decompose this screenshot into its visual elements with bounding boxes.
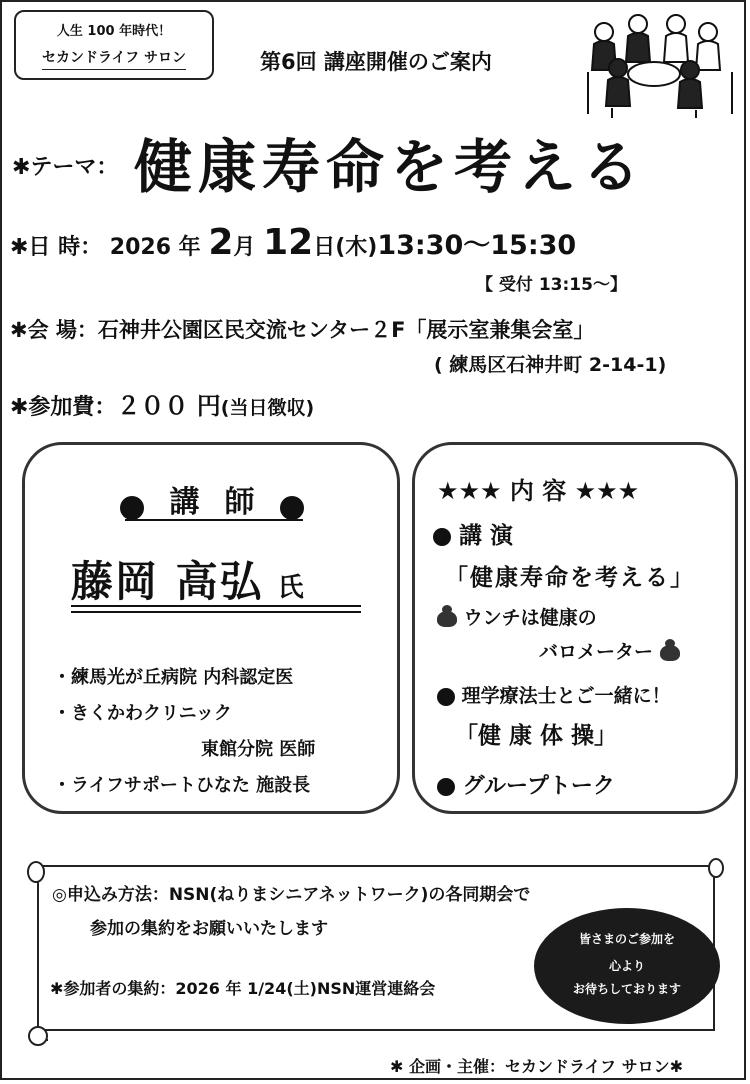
cloud-line3: お待ちしております [572, 982, 681, 996]
schedule-day-unit: 日(木) [313, 235, 378, 260]
item1-label: 講 演 [459, 523, 514, 549]
fee-note: (当日徴収) [220, 397, 315, 419]
cloud-message [534, 908, 720, 1024]
affiliation-item: ・きくかわクリニック [53, 703, 232, 724]
heading-underline [125, 519, 303, 521]
theme-label: ✱テーマ： [12, 155, 119, 180]
reception-time: 【 受付 13:15～】 [476, 275, 627, 295]
name-double-underline [71, 605, 361, 613]
content-item2 [437, 681, 671, 708]
venue-address: ( 練馬区石神井町 2-14-1) [434, 354, 667, 376]
schedule-year: 2026 年 [109, 235, 201, 260]
poop-icon [660, 645, 680, 661]
item3-label: グループトーク [462, 774, 615, 799]
item1-sub2: バロメーター [539, 641, 654, 663]
theme-title: 健康寿命を考える [134, 133, 647, 201]
schedule-month: 2 [208, 222, 234, 263]
venue-label: ✱会 場： [10, 318, 98, 342]
organizer-footer: ✱ 企画・主催：セカンドライフ サロン✱ [390, 1057, 683, 1076]
event-heading: 第6回 講座開催のご案内 [260, 50, 492, 74]
bullet-icon [280, 496, 304, 520]
schedule-day: 12 [263, 222, 314, 263]
content-panel [412, 442, 738, 814]
item2-label: 理学療法士とご一緒に！ [461, 685, 671, 707]
cloud-line1: 皆さまのご参加を [578, 932, 675, 946]
people-meeting-illustration [582, 10, 738, 120]
bullet-icon [120, 496, 144, 520]
lecturer-heading-right: 師 [224, 485, 255, 520]
application-line3: ✱参加者の集約：2026 年 1/24(土)NSN運営連絡会 [50, 979, 436, 998]
application-line1: ◎申込み方法：NSN(ねりまシニアネットワーク)の各同期会で [52, 885, 531, 905]
item1-title: 「健康寿命を考える」 [445, 565, 695, 591]
badge-line1: 人生 100 年時代！ [56, 24, 172, 39]
bullet-icon [437, 778, 455, 796]
lecturer-name: 藤岡 高弘 [71, 557, 264, 606]
cloud-line2: 心より [608, 959, 645, 973]
content-item3 [437, 769, 615, 800]
item1-sub1-row [437, 603, 597, 630]
affiliation-item: ・練馬光が丘病院 内科認定医 [53, 667, 294, 688]
poop-icon [437, 611, 457, 627]
schedule-time: 13:30～15:30 [377, 230, 577, 261]
content-item1 [433, 517, 513, 550]
bullet-icon [437, 688, 455, 706]
fee-row [10, 386, 314, 421]
lecturer-panel [22, 442, 400, 814]
lecturer-name-row [71, 549, 306, 609]
affiliation-item: ・ライフサポートひなた 施設長 [53, 775, 311, 796]
badge-line2: セカンドライフ サロン [42, 47, 186, 70]
lecturer-heading [87, 477, 337, 521]
fee-label: ✱参加費： [10, 395, 117, 420]
item2-title: 「健 康 体 操」 [455, 723, 618, 749]
venue-row [10, 314, 594, 344]
affiliation-item: 東館分院 医師 [201, 739, 316, 760]
item1-sub1: ウンチは健康の [463, 607, 597, 629]
venue-name: 石神井公園区民交流センター２F「展示室兼集会室」 [97, 318, 595, 342]
schedule-label: ✱日 時： [10, 235, 103, 260]
application-line2: 参加の集約をお願いいたします [90, 919, 328, 939]
lecturer-heading-left: 講 [169, 485, 200, 520]
fee-amount: ２００ 円 [116, 392, 221, 420]
schedule-month-unit: 月 [233, 235, 256, 260]
lecturer-honorific: 氏 [277, 573, 306, 603]
series-badge [14, 10, 214, 80]
item1-sub2-row [539, 637, 680, 664]
content-heading: ★★★ 内 容 ★★★ [437, 477, 640, 505]
bullet-icon [433, 528, 451, 546]
schedule-row [10, 222, 576, 263]
